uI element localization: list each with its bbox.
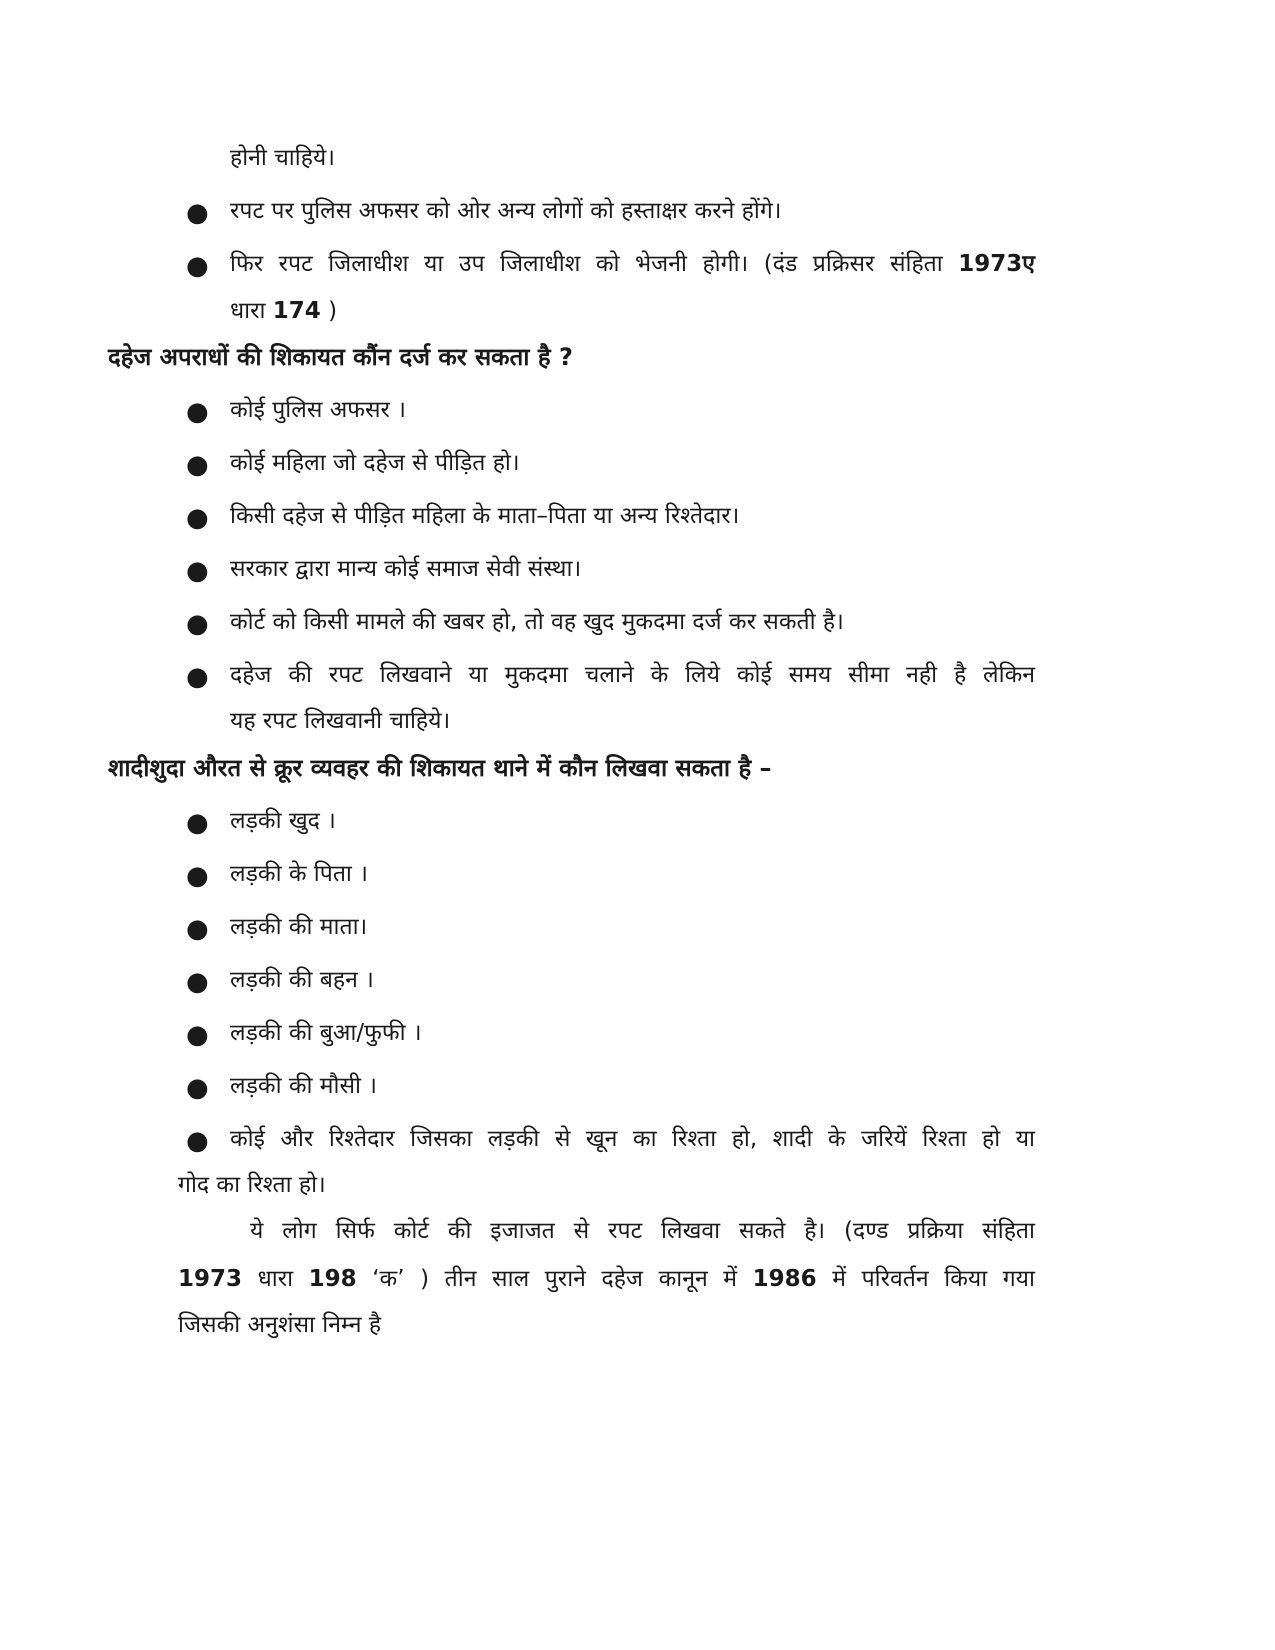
list-item: लड़की की माता।: [230, 914, 368, 940]
list-item: [230, 1124, 1035, 1154]
paragraph-line: [178, 1264, 1035, 1294]
bullet-icon: ●: [186, 503, 209, 533]
list-item: रपट पर पुलिस अफसर को ओर अन्य लोगों को हस्ताक्षर करने होंगे।: [230, 198, 782, 224]
list-item: [230, 660, 1035, 690]
list-item: कोई पुलिस अफसर ।: [230, 397, 406, 423]
list-item-text: दहेज की रपट लिखवाने या मुकदमा चलाने के लिये कोई समय सीमा नही है लेकिन: [230, 662, 1035, 688]
list-item: [230, 249, 1035, 279]
list-item: लड़की के पिता ।: [230, 861, 368, 887]
paragraph-text: ये लोग सिर्फ कोर्ट की इजाजत से रपट लिखवा सकते है। (दण्ड प्रक्रिया संहिता: [250, 1218, 1035, 1244]
bullet-icon: ●: [186, 1020, 209, 1050]
list-item: किसी दहेज से पीड़ित महिला के माता–पिता या अन्य रिश्तेदार।: [230, 503, 740, 529]
bullet-icon: ●: [186, 662, 209, 692]
list-item: लड़की की बहन ।: [230, 967, 374, 993]
list-item: लड़की की बुआ/फुफी ।: [230, 1020, 422, 1046]
list-item-continuation: यह रपट लिखवानी चाहिये।: [230, 708, 451, 734]
list-item-text: ): [328, 298, 338, 324]
paragraph-bold: 1986: [752, 1266, 817, 1292]
bullet-icon: ●: [186, 1073, 209, 1103]
bullet-icon: ●: [186, 450, 209, 480]
bullet-icon: ●: [186, 1126, 209, 1156]
paragraph-bold: 1973: [178, 1266, 243, 1292]
paragraph-line: जिसकी अनुशंसा निम्न है: [178, 1312, 382, 1338]
list-item: कोई महिला जो दहेज से पीड़ित हो।: [230, 450, 520, 476]
list-item: लड़की की मौसी ।: [230, 1073, 378, 1099]
section-heading: दहेज अपराधों की शिकायत कौंन दर्ज कर सकता है ?: [108, 343, 573, 371]
bullet-icon: ●: [186, 198, 209, 228]
bullet-icon: ●: [186, 251, 209, 281]
list-item-text: धारा: [230, 298, 266, 324]
section-heading: शादीशुदा औरत से क्रूर व्यवहर की शिकायत थाने में कौन लिखवा सकता है –: [108, 754, 772, 782]
bullet-icon: ●: [186, 861, 209, 891]
bullet-icon: ●: [186, 808, 209, 838]
list-item-text: फिर रपट जिलाधीश या उप जिलाधीश को भेजनी होगी। (दंड प्रक्रिसर संहिता: [230, 251, 943, 277]
paragraph-text: धारा: [257, 1266, 294, 1292]
bullet-icon: ●: [186, 609, 209, 639]
paragraph-line: [250, 1216, 1035, 1246]
list-item: कोर्ट को किसी मामले की खबर हो, तो वह खुद मुकदमा दर्ज कर सकती है।: [230, 609, 844, 635]
list-item-bold: 174: [272, 298, 321, 324]
bullet-icon: ●: [186, 967, 209, 997]
list-item-continuation: [230, 296, 337, 326]
bullet-icon: ●: [186, 397, 209, 427]
paragraph-text: में परिवर्तन किया गया: [832, 1266, 1035, 1292]
list-item-continuation: गोद का रिश्ता हो।: [178, 1172, 326, 1198]
bullet-icon: ●: [186, 556, 209, 586]
list-item: लड़की खुद ।: [230, 808, 336, 834]
list-item-text: कोई और रिश्तेदार जिसका लड़की से खून का रिश्ता हो, शादी के जरियें रिश्ता हो या: [230, 1126, 1035, 1152]
paragraph-bold: 198: [308, 1266, 357, 1292]
paragraph-text: ‘क’ ) तीन साल पुराने दहेज कानून में: [372, 1266, 738, 1292]
continuation-text: होनी चाहिये।: [230, 145, 335, 171]
list-item: सरकार द्वारा मान्य कोई समाज सेवी संस्था।: [230, 556, 582, 582]
list-item-bold: 1973ए: [958, 251, 1035, 277]
bullet-icon: ●: [186, 914, 209, 944]
